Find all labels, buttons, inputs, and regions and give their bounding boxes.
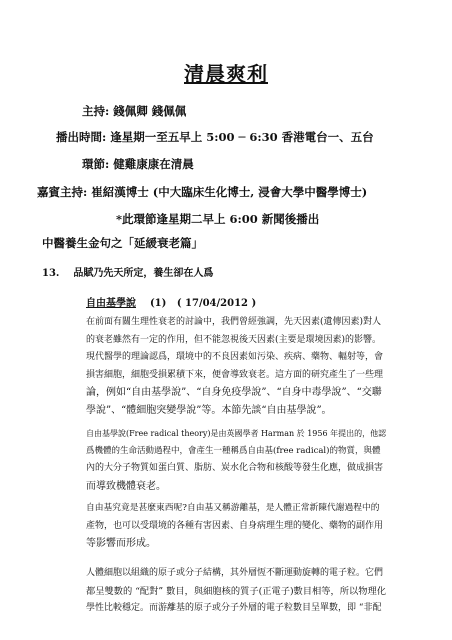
paragraph-line: 產物，也可以受環境的各種有害因素、自身病理生理的變化、藥物的副作用	[86, 520, 384, 531]
paragraph-line: 都呈雙數的 “配對” 數目，與細胞核的質子(正電子)數目相等，所以物理化	[86, 585, 386, 597]
page-title: 清晨爽利	[184, 62, 268, 86]
paragraph-4	[86, 565, 386, 618]
paragraph-line: 的衰老雖然有一定的作用，但不能忽視後天因素(主要是環境因素)的影響。	[86, 334, 382, 345]
item-heading	[42, 264, 213, 279]
paragraph-line: 內的大分子物質如蛋白質、脂肪、炭水化合物和核酸等發生化應，做成損害	[86, 463, 384, 473]
item-title: 品賦乃先天所定，養生卻在人爲	[73, 268, 214, 279]
paragraph-3	[86, 500, 386, 553]
paragraph-line: 爲機體的生命活動過程中，會產生一種稱爲自由基(free radical)的物質，與體	[86, 445, 381, 456]
sub-title: 自由基學說	[86, 298, 136, 309]
paragraph-line: 論，例如“自由基學說”、“自身免疫學說”、“自身中毒學說”、“交聯	[86, 387, 382, 398]
sub-date: ( 17/04/2012 )	[176, 298, 257, 309]
sub-heading	[86, 294, 256, 309]
paragraph-line: 自由基學說(Free radical theory)是由英國學者 Harman 於 1956 年提出的，他認	[86, 429, 386, 438]
paragraph-line: 自由基究竟是甚麼東西呢?自由基又稱游離基，是人體正常新陳代謝過程中的	[86, 503, 380, 513]
paragraph-line: 等影響而形成。	[86, 538, 156, 549]
hosts-line: 主持: 錢佩卿 錢佩佩	[82, 104, 187, 118]
paragraph-line: 學性比較穩定。而游離基的原子或分子外層的電子粒數目呈單數，即 “非配	[86, 603, 382, 613]
item-number: 13.	[42, 268, 60, 279]
segment-line: 環節: 健雞康康在清晨	[82, 157, 194, 171]
guest-host-line: 嘉賓主持: 崔紹漢博士 (中大臨床生化博士, 浸會大學中醫學博士)	[37, 185, 368, 199]
section-heading: 中醫養生金句之「延緩衰老篇」	[42, 236, 203, 250]
paragraph-line: 損害細胞，細胞受損累積下來，便會導致衰老。這方面的研究產生了一些理	[86, 369, 384, 380]
sub-part: (1)	[149, 298, 167, 309]
paragraph-1	[86, 314, 386, 419]
paragraph-line: 在前面有關生理性衰老的討論中，我們曾經強調，先天因素(遺傳因素)對人	[86, 317, 382, 327]
airtime-line: 播出時間: 逢星期一至五早上 5:00 ─ 6:30 香港電台一、五台	[56, 130, 374, 144]
paragraph-line: 學說”、“體細胞突變學說”等。本節先談“自由基學說”。	[86, 404, 332, 416]
paragraph-line: 人體細胞以組織的原子或分子結構，其外層恆不斷運動旋轉的電子粒。它們	[86, 568, 384, 578]
paragraph-line: 現代醫學的理論認爲，環境中的不良因素如污染、疾病、藥物、輻射等，會	[86, 352, 384, 362]
paragraph-2	[86, 425, 386, 495]
rebroadcast-note: *此環節逢星期二早上 6:00 新聞後播出	[116, 212, 320, 226]
paragraph-line: 而導致機體衰老。	[86, 480, 166, 492]
